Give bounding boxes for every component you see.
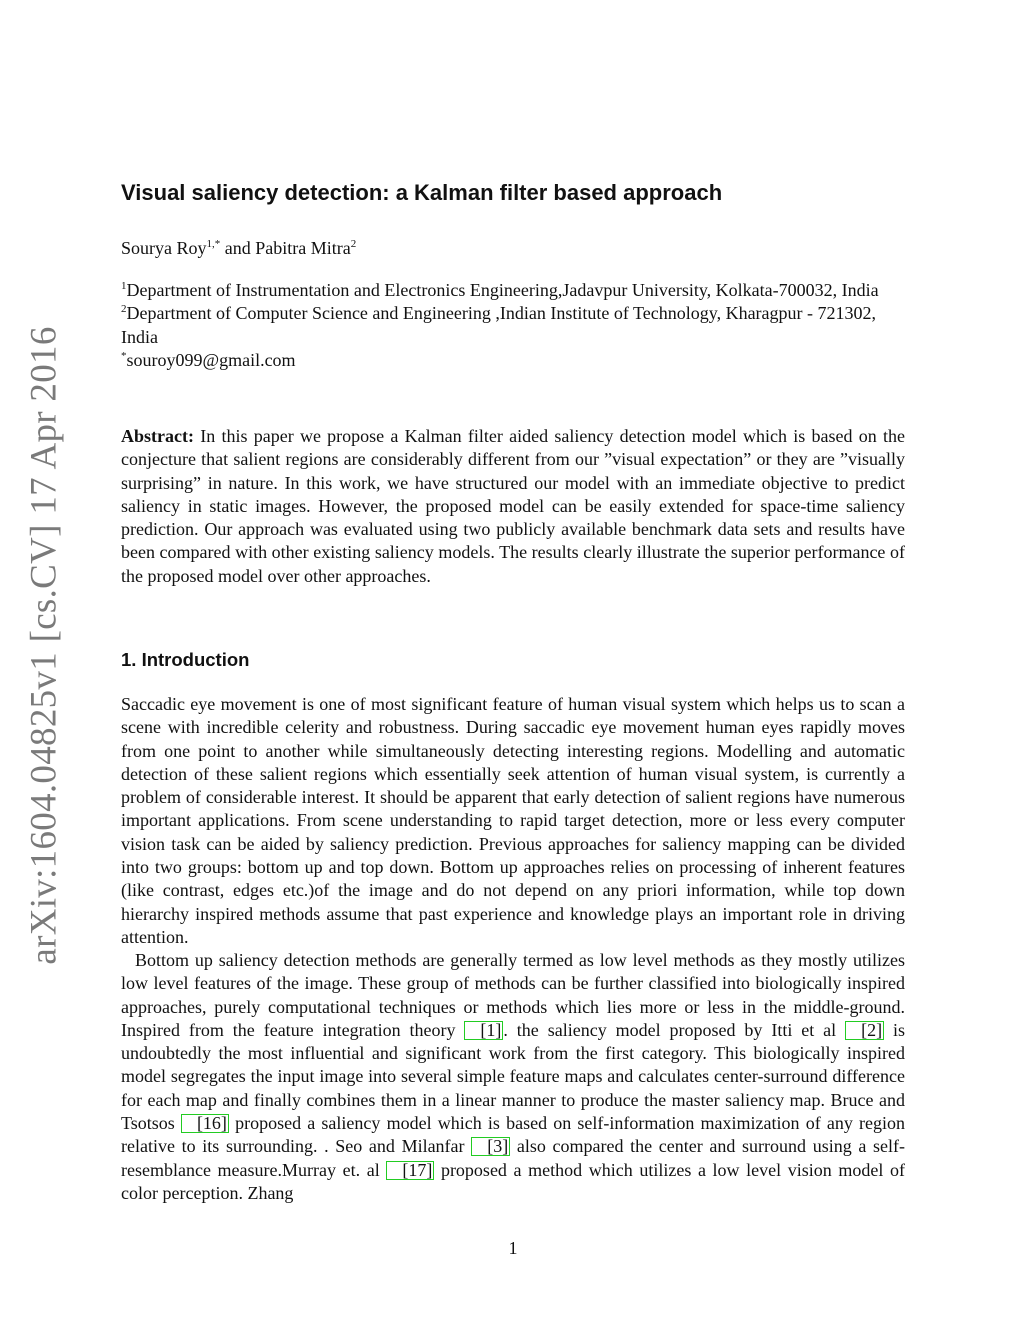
- citation-link[interactable]: [16]: [181, 1114, 229, 1133]
- intro-paragraph-1: Saccadic eye movement is one of most significant feature of human visual system which helps us to scan a scene with incredible celerity and robustness. During saccadic eye movement human eyes rapidly moves from one point to another while simultaneously detecting interesting regions. Modelling and automatic detection of these salient regions which essentially seek attention of human visual system, is currently a problem of considerable interest. It should be apparent that early detection of salient regions have numerous important applications. From scene understanding to rapid target detection, more or less every computer vision task can be aided by saliency prediction. Previous approaches for saliency mapping can be divided into two groups: bottom up and top down. Bottom up approaches relies on processing of inherent features (like contrast, edges etc.)of the image and do not depend on any priori information, while top down hierarchy inspired methods assume that past experience and knowledge plays an important role in driving attention.: [121, 694, 905, 947]
- author-line: [121, 238, 356, 259]
- author-marks: 2: [350, 238, 357, 250]
- intro-paragraph-2: [121, 949, 905, 1205]
- paragraph-text: Bottom up saliency detection methods are generally termed as low level methods as they mostly utilizes low level features of the image. These group of methods can be further classified into biologically inspired approaches, purely computational techniques or methods which lies more or less in the middle-ground. Inspired from the feature integration theory: [121, 950, 905, 1040]
- citation-link[interactable]: [17]: [386, 1161, 434, 1180]
- abstract: [121, 425, 905, 588]
- paragraph-text: . the saliency model proposed by Itti et al: [503, 1019, 846, 1040]
- affiliations: [121, 279, 905, 372]
- author-marks: 1,*: [206, 238, 221, 250]
- section-heading-introduction: 1. Introduction: [121, 649, 250, 670]
- paper-title: Visual saliency detection: a Kalman filter based approach: [121, 180, 723, 205]
- citation-link[interactable]: [1]: [464, 1021, 503, 1040]
- paragraph-text: also compared the center and surround using a self-resemblance measure.Murray et. al: [121, 1136, 905, 1180]
- author-name: Pabitra Mitra: [255, 238, 351, 258]
- abstract-text: In this paper we propose a Kalman filter aided saliency detection model which is based on the conjecture that salient regions are considerably different from our ”visual expectation” or they are ”visually surprising” in nature. In this work, we have structured our model with an immediate objective to predict saliency in static images. However, the proposed model can be easily extended for space-time saliency prediction. Our approach was evaluated using two publicly available benchmark data sets and results have been compared with other existing saliency models. The results clearly illustrate the superior performance of the proposed model over other approaches.: [121, 426, 905, 586]
- affiliation-1: [121, 279, 905, 302]
- citation-link[interactable]: [2]: [845, 1021, 884, 1040]
- arxiv-sidebar: [22, 325, 66, 965]
- affiliation-mark: 2: [121, 303, 127, 316]
- paragraph-text: proposed a method which utilizes a low level vision model of color perception. Zhang: [121, 1159, 905, 1203]
- affiliation-2: [121, 302, 905, 349]
- author-connector: and: [220, 238, 256, 258]
- affiliation-text: Department of Instrumentation and Electronics Engineering,Jadavpur University, Kolkata-700032, India: [126, 280, 879, 300]
- affiliation-mark: 1: [121, 280, 127, 292]
- citation-link[interactable]: [3]: [471, 1137, 510, 1156]
- page-number: 1: [508, 1238, 518, 1258]
- email-text: souroy099@gmail.com: [126, 349, 296, 370]
- paragraph-text: proposed a saliency model which is based on self-information maximization of any region relative to its surrounding. . Seo and Milanfar: [121, 1113, 905, 1157]
- contact-email: [121, 349, 905, 372]
- affiliation-mark: *: [121, 349, 127, 362]
- affiliation-text: Department of Computer Science and Engineering ,Indian Institute of Technology, Kharagpur - 721302, India: [121, 303, 877, 347]
- author-name: Sourya Roy: [121, 238, 207, 258]
- paragraph-text: is undoubtedly the most influential and significant work from the first category. This biologically inspired model segregates the input image into several simple feature maps and calculates center-surround difference for each map and finally combines them in a linear manner to produce the master saliency map. Bruce and Tsotsos: [121, 1019, 906, 1134]
- abstract-label: Abstract:: [121, 426, 194, 446]
- arxiv-stamp: arXiv:1604.04825v1 [cs.CV] 17 Apr 2016: [23, 325, 65, 965]
